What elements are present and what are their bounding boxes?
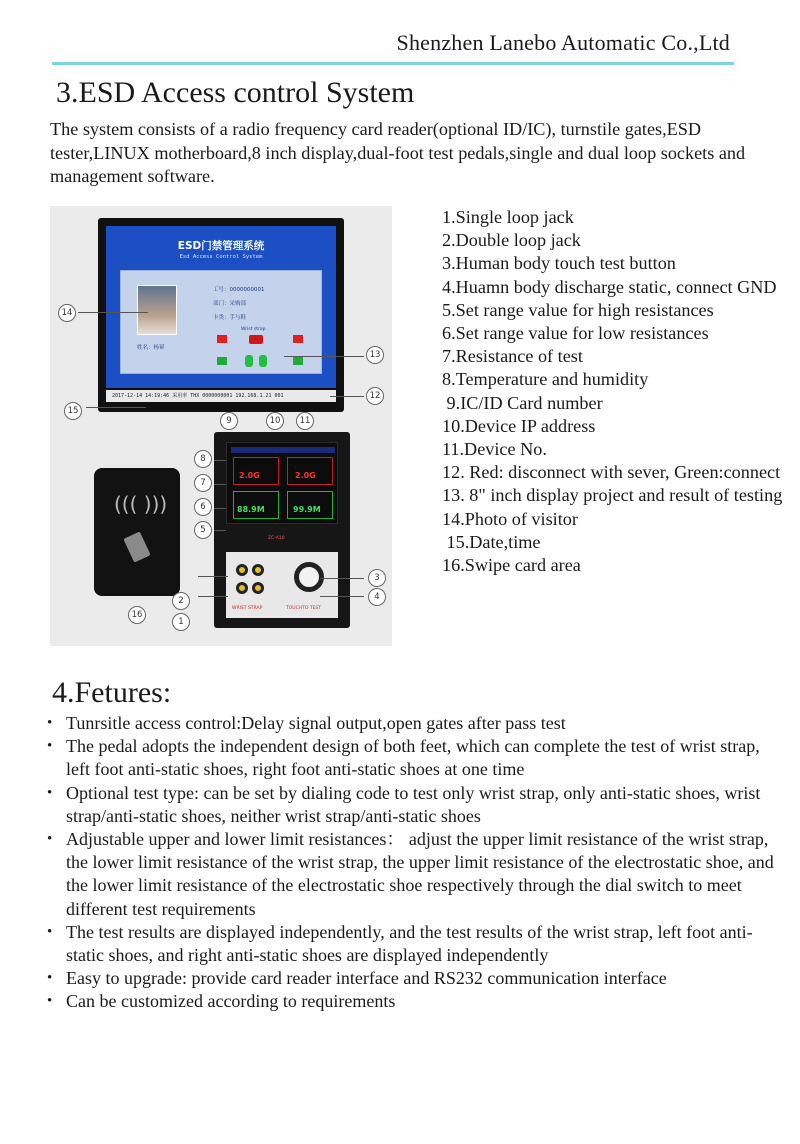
pass-icon [217,357,227,365]
screen-title: ESD门禁管理系统 [177,240,265,252]
temp-humidity-bar [231,447,335,453]
double-loop-jack [252,564,264,576]
fail-icon [293,335,303,343]
component-legend [442,206,798,577]
callout-leader [214,530,226,531]
callout-15: 15 [64,402,82,420]
visitor-photo [137,285,177,335]
callout-leader [198,576,228,577]
rfid-wave-icon: ((( ))) [114,492,168,516]
feature-item: • Adjustable upper and lower limit resistances： adjust the upper limit resistance of the wrist strap, the lower limit resistance of the wrist strap, the upper limit resistance of the electrostatic shoe, and the lower limit resistance of the electrostatic shoe respectively through the dial switch to meet different test requirements [45,828,775,921]
tester-control-panel [226,552,338,618]
callout-leader [320,578,364,579]
feature-item: • Tunrsitle access control:Delay signal output,open gates after pass test [45,712,775,735]
section-3-title: 3.ESD Access control System [56,76,415,109]
legend-item: 14.Photo of visitor [442,508,578,529]
callout-14: 14 [58,304,76,322]
single-loop-jack [236,582,248,594]
department-label: 部门：采购部 [213,301,247,307]
card-reader [94,468,180,596]
legend-item: 7.Resistance of test [442,346,583,367]
legend-item: 11.Device No. [442,439,547,460]
callout-8: 8 [194,450,212,468]
callout-11: 11 [296,412,314,430]
callout-leader [320,596,364,597]
legend-item: 12. Red: disconnect with sever, Green:connect [442,462,781,483]
callout-6: 6 [194,498,212,516]
esd-tester [214,432,350,628]
display-monitor [98,218,344,412]
visitor-card-panel [120,270,322,374]
wrist-strap-icon [249,335,263,344]
callout-4: 4 [368,588,386,606]
left-high-value: 2.0G [239,471,260,480]
feature-item: • The pedal adopts the independent design of both feet, which can complete the test of wrist strap, left foot anti-static shoes, right foot anti-static shoes at one time [45,735,775,781]
left-low-value: 88.9M [237,505,265,514]
header-divider [52,62,734,65]
left-foot-icon [245,355,253,367]
callout-leader [214,484,226,485]
callout-9: 9 [220,412,238,430]
callout-leader [214,508,226,509]
swipe-card-icon [123,531,150,562]
legend-item: 2.Double loop jack [442,230,581,251]
monitor-screen [106,226,336,388]
system-figure [50,206,392,646]
callout-5: 5 [194,521,212,539]
right-foot-icon [259,355,267,367]
callout-leader [198,596,228,597]
legend-item: 6.Set range value for low resistances [442,323,709,344]
legend-item: 13. 8" inch display project and result of testing [442,485,783,506]
touch-test-button [294,562,324,592]
callout-10: 10 [266,412,284,430]
callout-1: 1 [172,613,190,631]
legend-item: 3.Human body touch test button [442,253,676,274]
feature-item: • Can be customized according to requirements [45,990,775,1013]
features-list [45,712,775,1014]
wrist-strap-label: Wrist strap [241,327,266,332]
fail-icon [217,335,227,343]
right-low-value: 99.9M [293,505,321,514]
legend-item: 5.Set range value for high resistances [442,299,714,320]
card-type-label: 卡类：手与鞋 [213,315,247,321]
right-high-value: 2.0G [295,471,316,480]
callout-leader [284,356,364,357]
legend-item: 1.Single loop jack [442,207,574,227]
callout-13: 13 [366,346,384,364]
callout-leader [86,407,146,408]
section-4-title: 4.Fetures: [52,676,172,709]
callout-7: 7 [194,474,212,492]
pass-icon [293,357,303,365]
screen-subtitle: Esd Access Control System [179,254,263,260]
callout-16: 16 [128,606,146,624]
feature-item: • Easy to upgrade: provide card reader interface and RS232 communication interface [45,967,775,990]
callout-leader [330,396,364,397]
visitor-name-label: 姓名：杨幂 [137,345,165,351]
callout-12: 12 [366,387,384,405]
single-loop-jack [236,564,248,576]
tester-brand: ZC-A10 [268,536,285,541]
id-number-label: 工号：0000000001 [213,287,265,293]
legend-item: 8.Temperature and humidity [442,369,649,390]
feature-item: • The test results are displayed independently, and the test results of the wrist strap, left foot anti-static shoes, and right anti-static shoes are displayed independently [45,921,775,967]
legend-item: 15.Date,time [442,531,541,552]
legend-item: 10.Device IP address [442,415,596,436]
double-loop-jack [252,582,264,594]
wrist-strap-panel-label: WRIST STRAP [232,606,263,611]
legend-item: 16.Swipe card area [442,555,581,576]
screen-status-bar: 2017-12-14 14:19:46 采用率 THX 0000000001 192.168.1.21 001 [106,390,336,402]
legend-item: 9.IC/ID Card number [442,392,603,413]
section-3-intro: The system consists of a radio frequency card reader(optional ID/IC), turnstile gates,ESD tester,LINUX motherboard,8 inch display,dual-foot test pedals,single and dual loop sockets and management software. [50,119,746,186]
callout-leader [214,460,226,461]
callout-2: 2 [172,592,190,610]
callout-leader [78,312,148,313]
legend-item: 4.Huamn body discharge static, connect GND [442,276,777,297]
feature-item: • Optional test type: can be set by dialing code to test only wrist strap, only anti-static shoes, wrist strap/anti-static shoes, neither wrist strap/anti-static shoes [45,782,775,828]
touch-test-panel-label: TOUCHTO TEST [286,606,322,611]
tester-screen [226,442,338,524]
company-name: Shenzhen Lanebo Automatic Co.,Ltd [396,30,730,55]
callout-3: 3 [368,569,386,587]
